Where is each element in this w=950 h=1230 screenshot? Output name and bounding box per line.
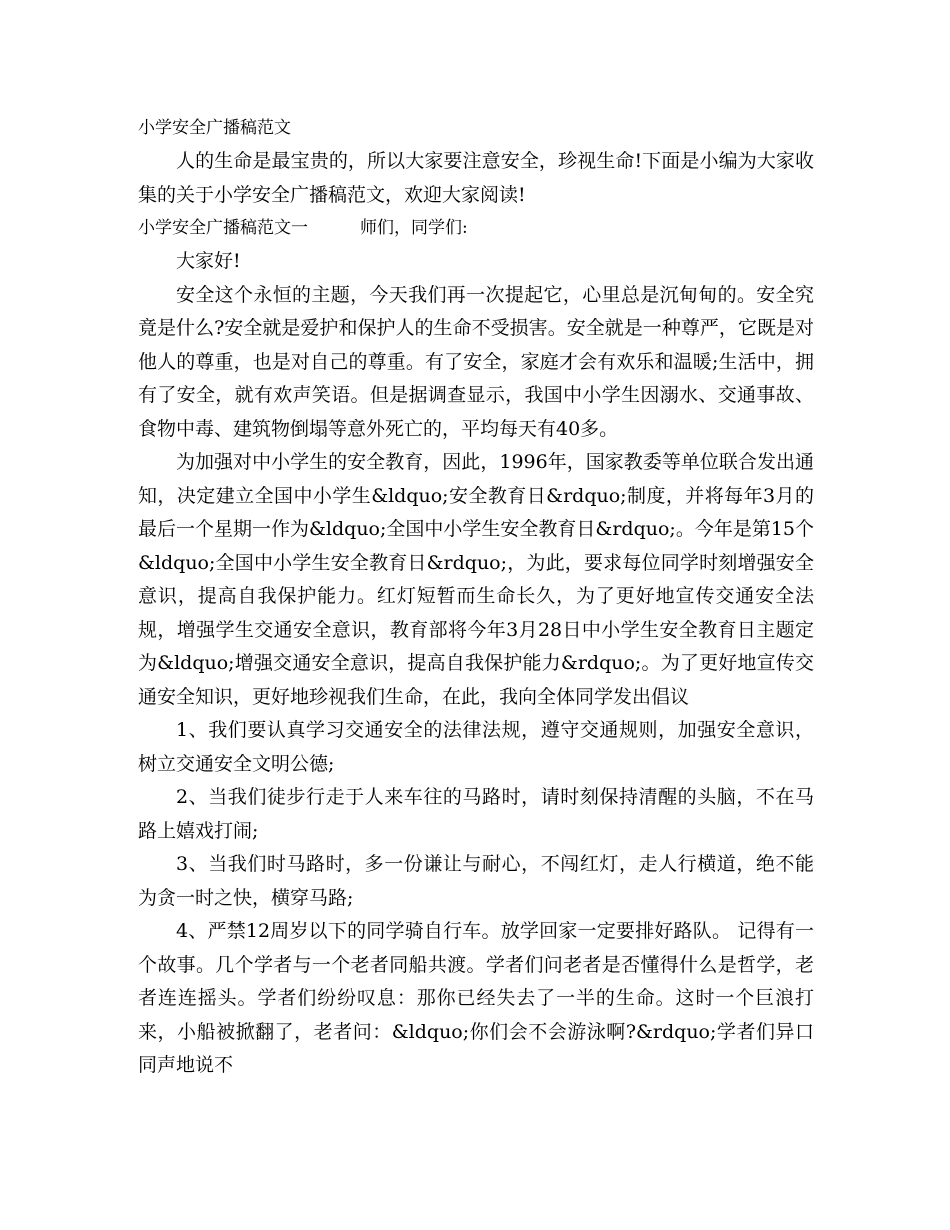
document-title: 小学安全广播稿范文 xyxy=(138,118,291,138)
intro-paragraph: 人的生命是最宝贵的，所以大家要注意安全，珍视生命!下面是小编为大家收集的关于小学安全广播稿范文，欢迎大家阅读! xyxy=(138,150,814,206)
greeting-paragraph: 大家好! xyxy=(176,250,241,272)
document-page xyxy=(138,112,814,1083)
list-item-4: 4、严禁12周岁以下的同学骑自行车。放学回家一定要排好路队。 记得有一个故事。几个学者与一个老者同船共渡。学者们问老者是否懂得什么是哲学，老者连连摇头。学者们纷纷叹息：那你已经失去了一半的生命。这时一个巨浪打来，小船被掀翻了，老者问：&ldquo;你们会不会游泳啊?&rdquo;学者们异口同声地说不 xyxy=(138,920,814,1076)
body-paragraph-1: 安全这个永恒的主题，今天我们再一次提起它，心里总是沉甸甸的。安全究竟是什么?安全就是爱护和保护人的生命不受损害。安全就是一种尊严，它既是对他人的尊重，也是对自己的尊重。有了安全，家庭才会有欢乐和温暖;生活中，拥有了安全，就有欢声笑语。但是据调查显示，我国中小学生因溺水、交通事故、食物中毒、建筑物倒塌等意外死亡的，平均每天有40多。 xyxy=(138,283,814,440)
list-item-1: 1、我们要认真学习交通安全的法律法规，遵守交通规则，加强安全意识，树立交通安全文明公德; xyxy=(138,719,814,775)
section-heading-line xyxy=(138,212,814,245)
section-heading: 小学安全广播稿范文一 xyxy=(138,218,308,238)
body-paragraph-2: 为加强对中小学生的安全教育，因此，1996年，国家教委等单位联合发出通知，决定建立全国中小学生&ldquo;安全教育日&rdquo;制度，并将每年3月的最后一个星期一作为&ldquo;全国中小学生安全教育日&rdquo;。今年是第15个&ldquo;全国中小学生安全教育日&rdquo;，为此，要求每位同学时刻增强安全意识，提高自我保护能力。红灯短暂而生命长久，为了更好地宣传交通安全法规，增强学生交通安全意识，教育部将今年3月28日中小学生安全教育日主题定为&ldquo;增强交通安全意识，提高自我保护能力&rdquo;。为了更好地宣传交通安全知识，更好地珍视我们生命，在此，我向全体同学发出倡议 xyxy=(138,451,814,708)
list-item-3: 3、当我们时马路时，多一份谦让与耐心，不闯红灯，走人行横道，绝不能为贪一时之快，横穿马路; xyxy=(138,853,814,909)
section-heading-rest: 师们，同学们: xyxy=(360,218,468,238)
list-item-2: 2、当我们徒步行走于人来车往的马路时，请时刻保持清醒的头脑，不在马路上嬉戏打闹; xyxy=(138,786,814,842)
